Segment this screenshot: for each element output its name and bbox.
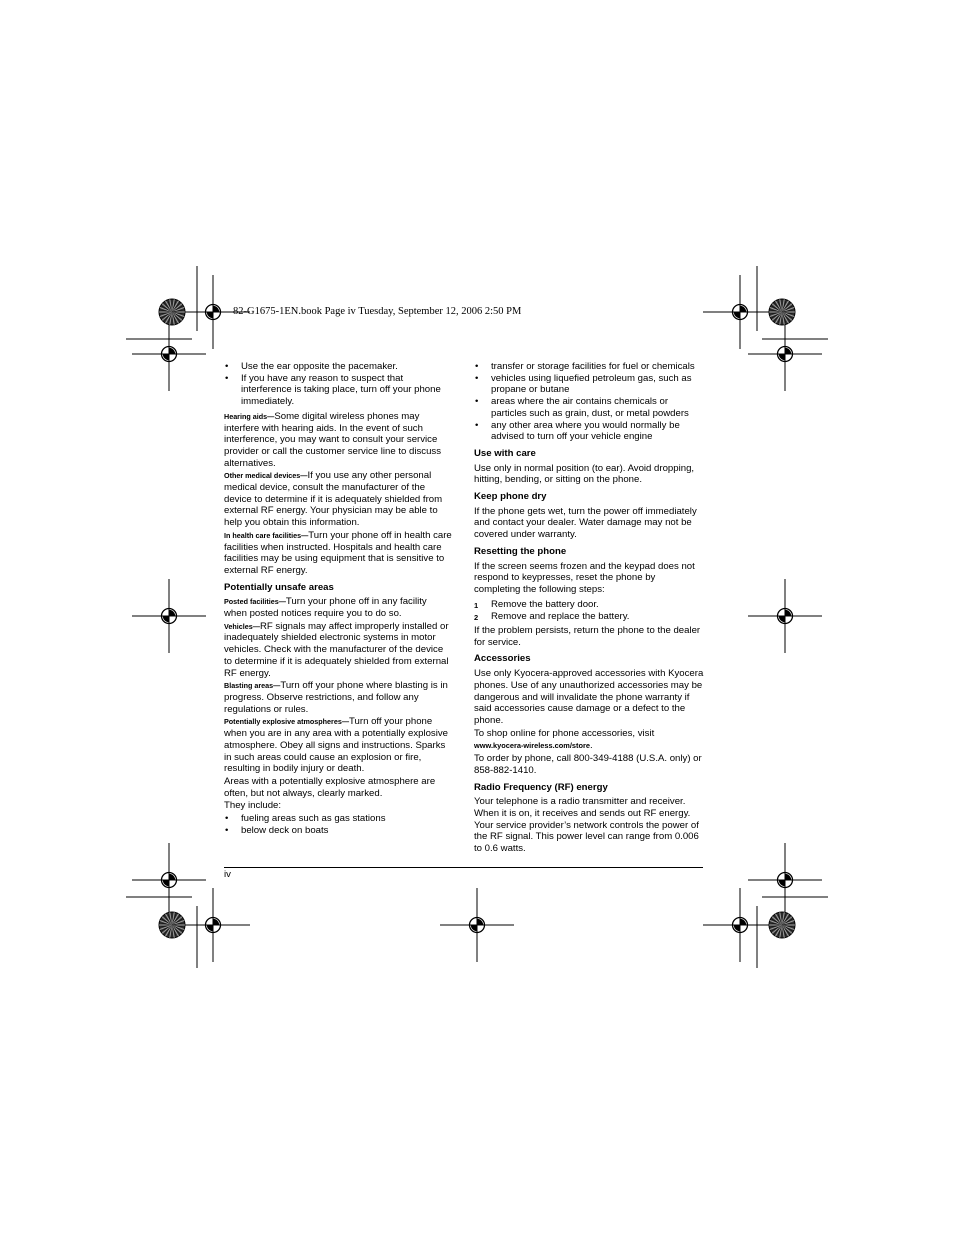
- blasting-text: Turn off your phone where blasting is in progress. Observe restrictions, and follow any regulations or rules.: [224, 680, 448, 715]
- list-item: • transfer or storage facilities for fuel or chemicals: [474, 361, 704, 373]
- print-header: 82-G1675-1EN.book Page iv Tuesday, September 12, 2006 2:50 PM: [233, 306, 522, 317]
- shop-online-text: To shop online for phone accessories, visit: [474, 727, 655, 739]
- use-with-care-text: Use only in normal position (to ear). Avoid dropping, hitting, bending, or sitting on the phone.: [474, 462, 695, 486]
- unsafe-areas-heading: Potentially unsafe areas: [224, 581, 334, 593]
- rf-energy-text: Your telephone is a radio transmitter and receiver. When it is on, it receives and sends out RF energy. Your service provider’s network controls the power of the RF signal. This power level can range from 0.006 to 0.6 watts.: [474, 796, 699, 855]
- color-starburst-mark: [159, 299, 185, 325]
- resetting-after-text: If the problem persists, return the phone to the dealer for service.: [474, 625, 701, 648]
- explosive-lead: Potentially explosive atmospheres—: [224, 717, 350, 727]
- list-item: • vehicles using liquefied petroleum gas, such as propane or butane: [474, 373, 704, 396]
- registration-target: [440, 888, 514, 962]
- list-item: • fueling areas such as gas stations: [224, 813, 452, 825]
- area-bullet-list: [224, 813, 452, 836]
- posted-facilities-text: Turn your phone off in any facility when posted notices require you to do so.: [224, 596, 427, 620]
- vehicles-paragraph: [224, 621, 452, 680]
- registration-target: [748, 843, 822, 917]
- right-column: [474, 361, 704, 856]
- footer-rule: [224, 867, 703, 868]
- registration-target: [132, 843, 206, 917]
- vehicles-text: RF signals may affect improperly installed or inadequately shielded electronic systems in motor vehicles. Check with the manufacturer of the device to determine if it is adequately shielded from external RF energy.: [224, 620, 449, 679]
- list-item: • areas where the air contains chemicals or particles such as grain, dust, or metal powders: [474, 396, 704, 419]
- registration-target: [132, 317, 206, 391]
- explosive-text: Turn off your phone when you are in any area with a potentially explosive atmosphere. Obey all signs and instructions. Sparks in such areas could cause an explosion or fire, resulting in bodily injury or death.: [224, 716, 448, 775]
- pacemaker-bullet-list: [224, 361, 452, 408]
- posted-facilities-paragraph: [224, 596, 452, 619]
- registration-target: [176, 888, 250, 962]
- registration-target: [703, 275, 777, 349]
- step-item: [474, 599, 704, 611]
- hearing-aids-lead: Hearing aids—: [224, 411, 275, 421]
- step-number: 2: [474, 613, 479, 623]
- hearing-aids-text: Some digital wireless phones may interfere with hearing aids. In the event of such interference, you may want to consult your service provider or call the customer service line to discuss alternatives.: [224, 410, 442, 469]
- health-care-text: Turn your phone off in health care facilities when instructed. Hospitals and health care facilities may be using equipment that is sensitive to external RF energy.: [224, 529, 452, 576]
- list-item: • If you have any reason to suspect that interference is taking place, turn off your phone immediately.: [224, 373, 452, 408]
- accessories-heading: Accessories: [474, 653, 531, 665]
- rf-energy-heading: Radio Frequency (RF) energy: [474, 781, 608, 793]
- order-phone-text: To order by phone, call 800-349-4188 (U.S.A. only) or 858-882-1410.: [474, 753, 702, 776]
- other-medical-text: If you use any other personal medical device, consult the manufacturer of the device to determine if it is adequately shielded from external RF energy. Your physician may be able to help you obtain this information.: [224, 470, 443, 529]
- explosive-paragraph: [224, 716, 452, 775]
- health-care-paragraph: [224, 530, 452, 577]
- other-medical-paragraph: [224, 470, 452, 529]
- list-item: • below deck on boats: [224, 825, 452, 837]
- other-medical-lead: Other medical devices—: [224, 471, 308, 481]
- list-item: • any other area where you would normally be advised to turn off your vehicle engine: [474, 420, 704, 443]
- registration-target: [748, 317, 822, 391]
- hearing-aids-paragraph: [224, 411, 452, 470]
- step-number: 1: [474, 600, 479, 610]
- color-starburst-mark: [159, 912, 185, 938]
- blasting-paragraph: [224, 680, 452, 715]
- area-bullet-list-continued: [474, 361, 704, 443]
- use-with-care-heading: Use with care: [474, 447, 536, 459]
- registration-target: [703, 888, 777, 962]
- step-item: [474, 611, 704, 623]
- reset-steps-list: [474, 599, 704, 623]
- vehicles-lead: Vehicles—: [224, 621, 260, 631]
- keep-dry-text: If the phone gets wet, turn the power off immediately and contact your dealer. Water damage may not be covered under warranty.: [474, 505, 697, 541]
- keep-dry-heading: Keep phone dry: [474, 491, 547, 503]
- posted-facilities-lead: Posted facilities—: [224, 597, 286, 607]
- color-starburst-mark: [769, 299, 795, 325]
- areas-paragraph: Areas with a potentially explosive atmosphere are often, but not always, clearly marked.: [224, 775, 436, 799]
- color-starburst-mark: [769, 912, 795, 938]
- left-column: [224, 361, 452, 839]
- store-url-link[interactable]: www.kyocera-wireless.com/store: [474, 741, 590, 751]
- blasting-lead: Blasting areas—: [224, 681, 281, 691]
- page-folio: iv: [224, 869, 231, 880]
- they-include-text: They include:: [224, 800, 282, 812]
- list-item: • Use the ear opposite the pacemaker.: [224, 361, 452, 373]
- step-text: Remove and replace the battery.: [491, 611, 630, 623]
- registration-target: [132, 579, 206, 653]
- accessories-text: Use only Kyocera-approved accessories with Kyocera phones. Use of any unauthorized accessories may be dangerous and will invalidate the phone warranty if said accessories cause damage or a defect to the phone.: [474, 668, 704, 726]
- registration-target: [748, 579, 822, 653]
- store-url-line: [474, 740, 704, 752]
- resetting-heading: Resetting the phone: [474, 545, 567, 557]
- step-text: Remove the battery door.: [491, 598, 599, 610]
- store-url-end: .: [589, 740, 593, 752]
- health-care-lead: In health care facilities—: [224, 530, 309, 540]
- resetting-text: If the screen seems frozen and the keypad does not respond to keypresses, reset the phone by completing the following steps:: [474, 560, 695, 595]
